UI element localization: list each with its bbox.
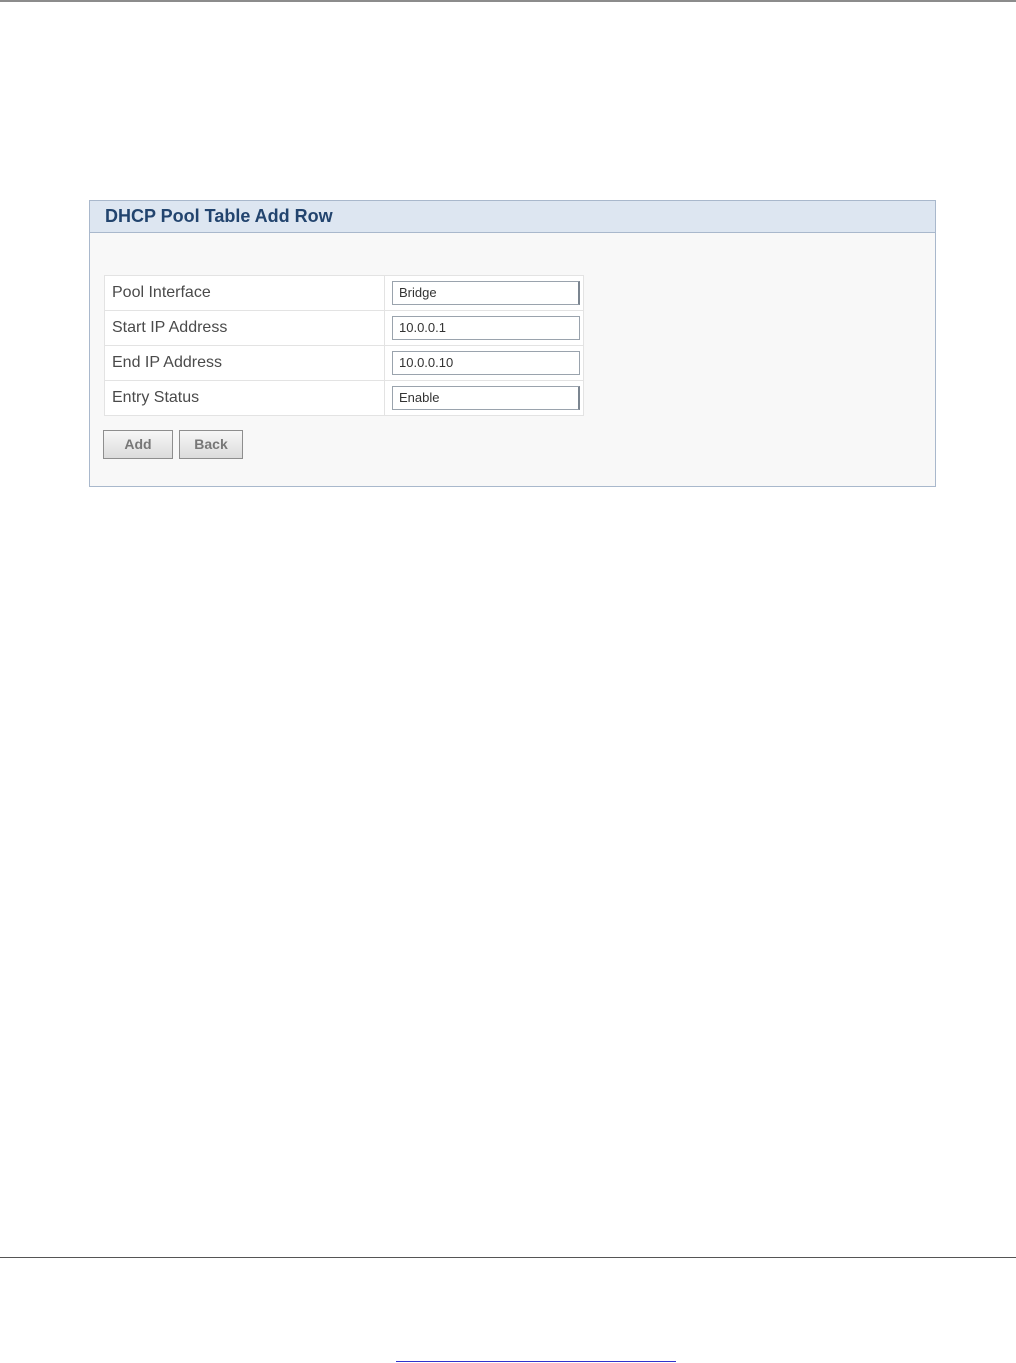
end-ip-input[interactable]: 10.0.0.10 bbox=[392, 351, 580, 375]
form-row-pool-interface bbox=[105, 276, 584, 311]
pool-interface-label: Pool Interface bbox=[105, 276, 385, 311]
panel-title: DHCP Pool Table Add Row bbox=[105, 206, 333, 226]
start-ip-input[interactable]: 10.0.0.1 bbox=[392, 316, 580, 340]
top-divider bbox=[0, 0, 1016, 2]
bottom-divider bbox=[0, 1257, 1016, 1258]
end-ip-label: End IP Address bbox=[105, 346, 385, 381]
panel-header bbox=[90, 201, 935, 233]
form-row-start-ip bbox=[105, 311, 584, 346]
form-row-end-ip bbox=[105, 346, 584, 381]
add-button[interactable]: Add bbox=[103, 430, 173, 459]
start-ip-label: Start IP Address bbox=[105, 311, 385, 346]
back-button[interactable]: Back bbox=[179, 430, 243, 459]
footer-link-underline[interactable] bbox=[396, 1361, 676, 1362]
pool-interface-select[interactable]: Bridge bbox=[392, 281, 580, 305]
dhcp-pool-add-panel bbox=[89, 200, 936, 487]
entry-status-select[interactable]: Enable bbox=[392, 386, 580, 410]
entry-status-label: Entry Status bbox=[105, 381, 385, 416]
form-row-entry-status bbox=[105, 381, 584, 416]
form-table bbox=[104, 275, 584, 416]
